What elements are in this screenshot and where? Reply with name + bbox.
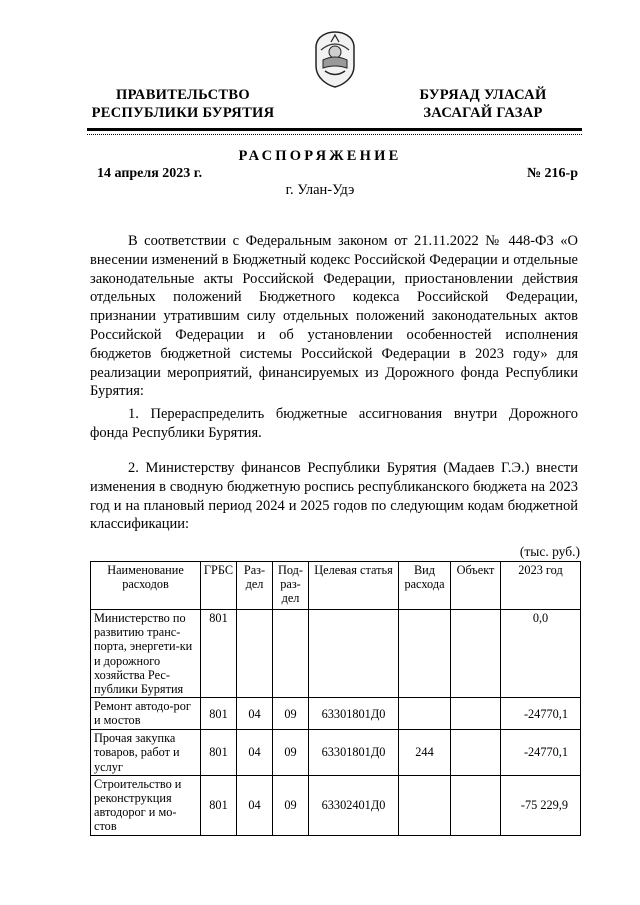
- cell-target: 63301801Д0: [309, 730, 399, 776]
- budget-table: [90, 561, 581, 836]
- intro-paragraph: [90, 232, 578, 401]
- cell-razdel: 04: [237, 775, 273, 835]
- table-header-row: [91, 562, 581, 610]
- table-row: [91, 610, 581, 698]
- cell-year: 0,0: [501, 610, 581, 698]
- coat-of-arms-emblem: [313, 30, 357, 88]
- cell-razdel: 04: [237, 698, 273, 730]
- header-left-line1: ПРАВИТЕЛЬСТВО: [116, 87, 250, 103]
- header-right: [388, 86, 578, 122]
- cell-podrazdel: 09: [273, 698, 309, 730]
- cell-year: -24770,1: [501, 698, 581, 730]
- cell-grbs: 801: [201, 775, 237, 835]
- item-2-text: 2. Министерству финансов Республики Бурятия (Мадаев Г.Э.) внести изменения в сводную бюджетную роспись республиканского бюджета на 2023 год и на плановый период 2024 и 2025 годов по следующим кодам бюджетной классификации:: [90, 460, 578, 533]
- cell-vid: [399, 698, 451, 730]
- cell-grbs: 801: [201, 610, 237, 698]
- table-row: [91, 775, 581, 835]
- item-1-paragraph: [90, 405, 578, 443]
- item-2-paragraph: [90, 459, 578, 534]
- cell-object: [451, 775, 501, 835]
- cell-vid: 244: [399, 730, 451, 776]
- table-unit-label: (тыс. руб.): [519, 544, 580, 559]
- cell-year: -24770,1: [501, 730, 581, 776]
- table-row: [91, 698, 581, 730]
- document-date: 14 апреля 2023 г.: [97, 166, 203, 181]
- cell-podrazdel: 09: [273, 730, 309, 776]
- cell-razdel: [237, 610, 273, 698]
- cell-razdel: 04: [237, 730, 273, 776]
- header-left: [88, 86, 278, 122]
- cell-object: [451, 698, 501, 730]
- intro-text: В соответствии с Федеральным законом от 21.11.2022 № 448-ФЗ «О внесении изменений в Бюджетный кодекс Российской Федерации и отдельные законодательные акты Российской Федерации, приостановлении действия отдельных положений Бюджетного кодекса Российской Федерации, признании утратившим силу отдельных положений законодательных актов Российской Федерации и об установлении особенностей исполнения бюджетов бюджетной системы Российской Федерации в 2023 году» для реализации мероприятий, финансируемых из Дорожного фонда Республики Бурятия:: [90, 233, 578, 400]
- cell-object: [451, 610, 501, 698]
- col-header-year: 2023 год: [501, 562, 581, 610]
- document-city: г. Улан-Удэ: [285, 182, 355, 198]
- item-1-text: 1. Перераспределить бюджетные ассигнования внутри Дорожного фонда Республики Бурятия.: [90, 406, 578, 441]
- document-title: РАСПОРЯЖЕНИЕ: [238, 148, 402, 164]
- cell-grbs: 801: [201, 730, 237, 776]
- col-header-name: Наименование расходов: [91, 562, 201, 610]
- col-header-podrazdel: Под-раз-дел: [273, 562, 309, 610]
- cell-vid: [399, 610, 451, 698]
- header-right-line1: БУРЯАД УЛАСАЙ: [419, 87, 547, 103]
- header-right-line2: ЗАСАГАЙ ГАЗАР: [423, 105, 543, 121]
- col-header-target: Целевая статья: [309, 562, 399, 610]
- cell-vid: [399, 775, 451, 835]
- cell-target: [309, 610, 399, 698]
- cell-name: Строительство и реконструкция автодорог и мо-стов: [91, 775, 201, 835]
- cell-grbs: 801: [201, 698, 237, 730]
- cell-object: [451, 730, 501, 776]
- col-header-object: Объект: [451, 562, 501, 610]
- cell-podrazdel: 09: [273, 775, 309, 835]
- cell-target: 63302401Д0: [309, 775, 399, 835]
- table-row: [91, 730, 581, 776]
- cell-name: Прочая закупка товаров, работ и услуг: [91, 730, 201, 776]
- cell-name: Ремонт автодо-рог и мостов: [91, 698, 201, 730]
- col-header-vid: Вид расхода: [399, 562, 451, 610]
- cell-year: -75 229,9: [501, 775, 581, 835]
- header-divider-thick: [87, 128, 582, 131]
- header-divider-dotted: [87, 134, 582, 135]
- document-number: № 216-р: [526, 166, 578, 181]
- cell-name: Министерство по развитию транс-порта, энергети-ки и дорожного хозяйства Рес-публики Бурятия: [91, 610, 201, 698]
- cell-target: 63301801Д0: [309, 698, 399, 730]
- col-header-grbs: ГРБС: [201, 562, 237, 610]
- col-header-razdel: Раз-дел: [237, 562, 273, 610]
- cell-podrazdel: [273, 610, 309, 698]
- header-left-line2: РЕСПУБЛИКИ БУРЯТИЯ: [91, 105, 275, 121]
